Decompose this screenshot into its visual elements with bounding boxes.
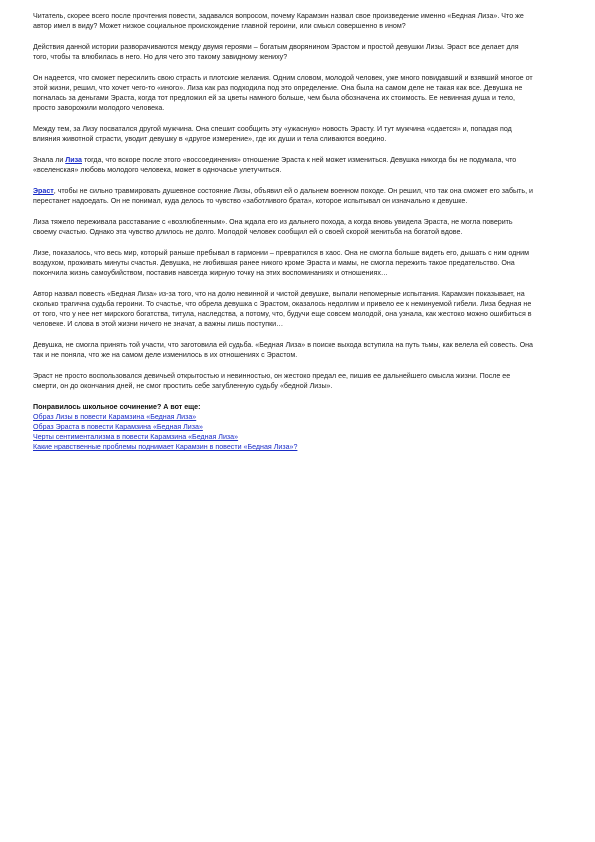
related-link-sentimentalism[interactable]: Черты сентиментализма в повести Карамзина «Бедная Лиза» <box>33 433 239 441</box>
paragraph-7: Лиза тяжело переживала расставание с «возлюбленным». Она ждала его из дальнего похода, а когда вновь увидела Эраста, не могла поверить своему счастью. Однако эта чувство длилось не долго. Молодой человек сообщил ей о своей скорой женитьба на богатой вдове. <box>33 218 513 236</box>
paragraph-11: Эраст не просто воспользовался девичьей открытостью и невинностью, он жестоко предал ее, пишив ее дальнейшего смысла жизни. После ее смерти, он до окончания дней, не смог простить себе загубленную судьбу «бедной Лизы». <box>33 372 511 390</box>
paragraph-6 <box>33 186 535 206</box>
related-link-erast-image[interactable]: Образ Эраста в повести Карамзина «Бедная Лиза» <box>33 423 203 431</box>
paragraph-1: Читатель, скорее всего после прочтения повести, задавался вопросом, почему Карамзин назвал свое произведение именно «Бедная Лиза». Что же автор имел в виду? Может низкое социальное происхождение главной героини, или смысл совершенно в ином? <box>33 12 524 30</box>
related-link-liza-image[interactable]: Образ Лизы в повести Карамзина «Бедная Лиза» <box>33 413 197 421</box>
paragraph-10: Девушка, не смогла принять той участи, что заготовила ей судьба. «Бедная Лиза» в поиске выхода вступила на путь тьмы, как велела ей совесть. Она так и не поняла, что же на самом деле изменилось в их отношениях с Эрастом. <box>33 341 533 359</box>
paragraph-4: Между тем, за Лизу посватался другой мужчина. Она спешит сообщить эту «ужасную» новость Эрасту. И тут мужчина «сдается» и, попадая под влияния животной страсти, уводит девушку в «другое измерение», где их души и тела сливаются воедино. <box>33 125 512 143</box>
paragraph-2: Действия данной истории разворачиваются между двумя героями – богатым дворянином Эрастом и простой девушки Лизы. Эраст все делает для того, чтобы та влюбилась в него. Но для чего это такому завидному жениху? <box>33 43 519 61</box>
related-link-moral-problems[interactable]: Какие нравственные проблемы поднимает Карамзин в повести «Бедная Лиза»? <box>33 443 298 451</box>
paragraph-3: Он надеется, что сможет пересилить свою страсть и плотские желания. Одним словом, молодой человек, уже много повидавший и взявший многое от этой жизни, решил, что хочет чего-то «иного». Лиза как раз подходила под это определение. Она была на самом деле не такая как все. Девушка не погналась за деньгами Эраста, когда тот предложил ей за цветы намного больше, чем была обозначена их стоимость. Ее невинная душа и тело, просто заворожили молодого человека. <box>33 74 533 112</box>
paragraph-6-rest: , чтобы не сильно травмировать душевное состояние Лизы, объявил ей о дальнем военном походе. Он решил, что так она сможет его забыть, и перестанет надоедать. Он не понимал, куда делось то чувство «заботливого брата», которое испытывал он изначально к девушке. <box>33 187 534 205</box>
paragraph-5-start: Знала ли <box>33 156 66 164</box>
paragraph-5 <box>33 155 535 175</box>
paragraph-9: Автор назвал повесть «Бедная Лиза» из-за того, что на долю невинной и чистой девушке, выпали непомерные испытания. Карамзин показывает, на сколько трагична судьба героини. То счастье, что обрела девушка с Эрастом, оказалось недолгим и привело ее к неминуемой гибели. Лиза бедная не от того, что у нее нет мирского богатства, титула, наследства, а потому, что, будучи еще совсем молодой, она узнала, как жестоко можно ошибиться в человеке. И слова в этой жизни ничего не значат, а важны лишь поступки… <box>33 290 532 328</box>
related-essays-title: Понравилось школьное сочинение? А вот еще: <box>33 403 201 411</box>
related-essays <box>33 402 535 452</box>
link-liza[interactable]: Лиза <box>65 156 82 164</box>
paragraph-8: Лизе, показалось, что весь мир, который раньше пребывал в гармонии – превратился в хаос. Она не смогла больше видеть его, дышать с ним одним воздухом, проживать минуты счастья. Девушка, не любившая ранее никого кроме Эраста и мамы, не смогла пережить такое предательство. Она покончила жизнь самоубийством, поставив навсегда жирную точку на этих воспоминаниях и отношениях… <box>33 249 530 277</box>
paragraph-5-rest: тогда, что вскоре после этого «воссоединения» отношение Эраста к ней может измениться. Девушка никогда бы не подумала, что «вселенская» любовь молодого человека, может в одночасье улетучиться. <box>33 156 517 174</box>
link-erast[interactable]: Эраст <box>33 187 54 195</box>
